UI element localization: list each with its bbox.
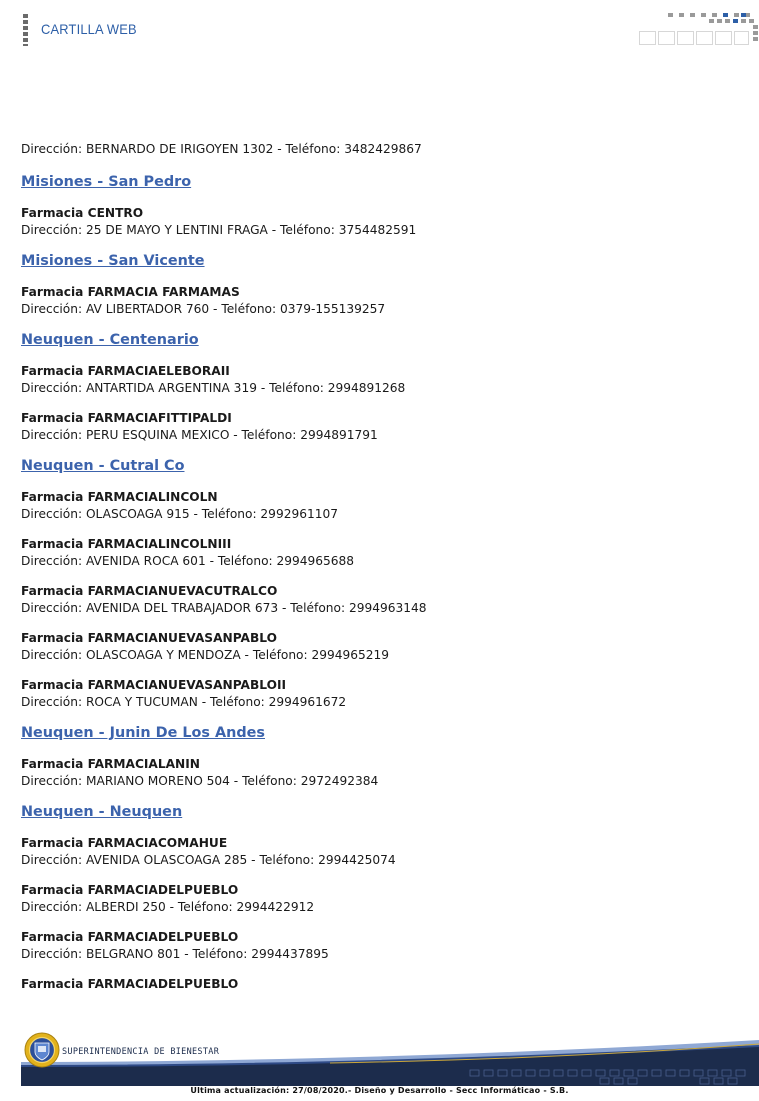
section-title-link[interactable]: Neuquen - Junin De Los Andes bbox=[21, 725, 265, 741]
header-accent-bar bbox=[23, 14, 28, 46]
pharmacy-name: Farmacia FARMACIANUEVASANPABLOII bbox=[21, 678, 287, 692]
pharmacy-name: Farmacia FARMACIA FARMAMAS bbox=[21, 285, 240, 299]
pharmacy-entry bbox=[21, 284, 741, 318]
pharmacy-name: Farmacia FARMACIACOMAHUE bbox=[21, 836, 228, 850]
section-title-link[interactable]: Neuquen - Cutral Co bbox=[21, 458, 185, 474]
pharmacy-name: Farmacia FARMACIADELPUEBLO bbox=[21, 883, 239, 897]
footer-band bbox=[0, 1026, 759, 1088]
header-title: CARTILLA WEB bbox=[41, 21, 137, 37]
pharmacy-name: Farmacia FARMACIALINCOLNIII bbox=[21, 537, 232, 551]
pharmacy-entry bbox=[21, 929, 741, 963]
pharmacy-entry bbox=[21, 489, 741, 523]
pharmacy-name: Farmacia FARMACIAELEBORAII bbox=[21, 364, 230, 378]
organization-name: SUPERINTENDENCIA DE BIENESTAR bbox=[62, 1047, 220, 1057]
page-header bbox=[0, 0, 759, 60]
last-update-note: Ultima actualización: 27/08/2020.- Diseño y Desarrollo - Secc Informáticao - S.B. bbox=[190, 1086, 569, 1095]
pharmacy-address: Dirección: 25 DE MAYO Y LENTINI FRAGA - Teléfono: 3754482591 bbox=[21, 223, 417, 237]
pharmacy-entry bbox=[21, 536, 741, 570]
pharmacy-address: Dirección: PERU ESQUINA MEXICO - Teléfono: 2994891791 bbox=[21, 428, 378, 442]
pharmacy-entry bbox=[21, 630, 741, 664]
pharmacy-entry bbox=[21, 976, 741, 993]
sections-container bbox=[21, 173, 741, 993]
pharmacy-entry bbox=[21, 882, 741, 916]
pharmacy-address: Dirección: ANTARTIDA ARGENTINA 319 - Teléfono: 2994891268 bbox=[21, 381, 406, 395]
institution-seal-icon bbox=[24, 1032, 60, 1068]
pharmacy-address: Dirección: OLASCOAGA 915 - Teléfono: 2992961107 bbox=[21, 507, 338, 521]
pharmacy-entry bbox=[21, 205, 741, 239]
pharmacy-name: Farmacia FARMACIAFITTIPALDI bbox=[21, 411, 232, 425]
pharmacy-name: Farmacia CENTRO bbox=[21, 206, 144, 220]
pharmacy-name: Farmacia FARMACIADELPUEBLO bbox=[21, 977, 239, 991]
pharmacy-entry bbox=[21, 410, 741, 444]
pharmacy-name: Farmacia FARMACIANUEVACUTRALCO bbox=[21, 584, 278, 598]
pharmacy-name: Farmacia FARMACIALANIN bbox=[21, 757, 200, 771]
pharmacy-entry bbox=[21, 835, 741, 869]
pharmacy-address: Dirección: OLASCOAGA Y MENDOZA - Teléfono: 2994965219 bbox=[21, 648, 390, 662]
pharmacy-address: Dirección: AVENIDA DEL TRABAJADOR 673 - Teléfono: 2994963148 bbox=[21, 601, 427, 615]
pharmacy-name: Farmacia FARMACIADELPUEBLO bbox=[21, 930, 239, 944]
pharmacy-address: Dirección: AVENIDA OLASCOAGA 285 - Teléfono: 2994425074 bbox=[21, 853, 396, 867]
pharmacy-address: Dirección: AV LIBERTADOR 760 - Teléfono: 0379-155139257 bbox=[21, 302, 386, 316]
section-title-link[interactable]: Misiones - San Vicente bbox=[21, 253, 205, 269]
pharmacy-address: Dirección: AVENIDA ROCA 601 - Teléfono: 2994965688 bbox=[21, 554, 355, 568]
pharmacy-address: Dirección: ROCA Y TUCUMAN - Teléfono: 2994961672 bbox=[21, 695, 347, 709]
pharmacy-address: Dirección: MARIANO MORENO 504 - Teléfono: 2972492384 bbox=[21, 774, 379, 788]
page-footer bbox=[0, 1026, 759, 1101]
section-title-link[interactable]: Neuquen - Centenario bbox=[21, 332, 199, 348]
continued-address: Dirección: BERNARDO DE IRIGOYEN 1302 - Teléfono: 3482429867 bbox=[21, 142, 422, 156]
pharmacy-entry bbox=[21, 756, 741, 790]
pharmacy-name: Farmacia FARMACIANUEVASANPABLO bbox=[21, 631, 277, 645]
pharmacy-name: Farmacia FARMACIALINCOLN bbox=[21, 490, 218, 504]
pharmacy-listing bbox=[21, 141, 741, 1006]
section-title-link[interactable]: Misiones - San Pedro bbox=[21, 174, 192, 190]
section-title-link[interactable]: Neuquen - Neuquen bbox=[21, 804, 183, 820]
pharmacy-address: Dirección: BELGRANO 801 - Teléfono: 2994437895 bbox=[21, 947, 329, 961]
pharmacy-entry bbox=[21, 677, 741, 711]
pharmacy-entry bbox=[21, 583, 741, 617]
header-decoration bbox=[637, 11, 759, 47]
pharmacy-address: Dirección: ALBERDI 250 - Teléfono: 2994422912 bbox=[21, 900, 315, 914]
pharmacy-entry bbox=[21, 363, 741, 397]
